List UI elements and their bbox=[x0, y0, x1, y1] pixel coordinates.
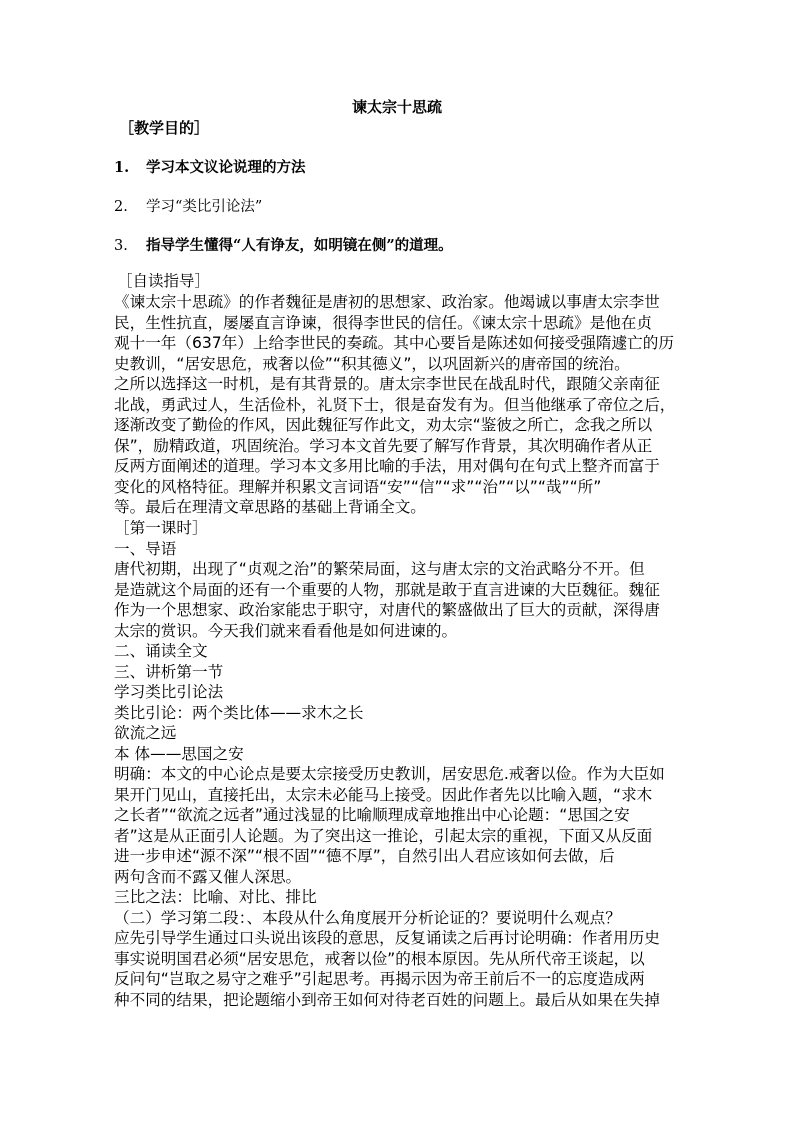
text-line: 保”，励精政道，巩固统治。学习本文首先要了解写作背景，其次明确作者从正 bbox=[114, 436, 653, 455]
goal-item bbox=[114, 158, 306, 178]
text-line: 观十一年（637年）上给李世民的奏疏。其中心要旨是陈述如何接受强隋遽亡的历 bbox=[114, 334, 674, 352]
text-line: 一、导语 bbox=[114, 539, 177, 558]
text-line: 进一步申述“源不深”“根不固”“德不厚”，自然引出人君应该如何去做，后 bbox=[114, 847, 615, 865]
goal-number: 3. bbox=[114, 238, 128, 254]
goal-number: 2. bbox=[114, 199, 128, 215]
goal-number: 1. bbox=[114, 159, 130, 176]
text-line: 事实说明国君必须“居安思危，戒奢以俭”的根本原因。先从所代帝王谈起，以 bbox=[114, 949, 645, 968]
goal-text: 学习“类比引论法” bbox=[146, 199, 263, 215]
text-line: 两句含而不露又催人深思。 bbox=[114, 867, 302, 886]
guide-paragraph bbox=[114, 292, 684, 518]
text-line: 应先引导学生通过口头说出该段的意思，反复诵读之后再讨论明确：作者用历史 bbox=[114, 929, 660, 947]
text-line: 史教训，“居安思危，戒奢以俭”“积其德义”，以巩固新兴的唐帝国的统治。 bbox=[114, 354, 630, 373]
text-line: 之所以选择这一时机，是有其背景的。唐太宗李世民在战乱时代，跟随父亲南征 bbox=[114, 375, 660, 393]
text-line: （二）学习第二段：、本段从什么角度展开分析论证的？要说明什么观点？ bbox=[114, 908, 621, 927]
text-line: 逐渐改变了勤俭的作风，因此魏征写作此文，劝太宗“鉴彼之所亡，念我之所以 bbox=[114, 416, 653, 434]
goal-text: 指导学生懂得“人有诤友，如明镜在侧”的道理。 bbox=[146, 237, 453, 254]
text-line: 太宗的赏识。今天我们就来看看他是如何进谏的。 bbox=[114, 621, 458, 640]
guide-heading: ［自读指导］ bbox=[117, 272, 211, 290]
goal-item bbox=[114, 236, 453, 256]
text-line: 欲流之远 bbox=[114, 724, 177, 742]
text-line: 北战，勇武过人，生活俭朴，礼贤下士，很是奋发有为。但当他继承了帝位之后， bbox=[114, 395, 676, 414]
text-line: 三比之法：比喻、对比、排比 bbox=[114, 888, 317, 906]
goal-text: 学习本文议论说理的方法 bbox=[146, 159, 306, 176]
goal-item bbox=[114, 197, 262, 217]
text-line: 反问句“岂取之易守之难乎”引起思考。再揭示因为帝王前后不一的忘度造成两 bbox=[114, 970, 645, 988]
text-line: 等。最后在理清文章思路的基础上背诵全文。 bbox=[114, 498, 426, 516]
text-line: 明确：本文的中心论点是要太宗接受历史教训，居安思危.戒奢以俭。作为大臣如 bbox=[114, 765, 665, 783]
text-line: 本 体——思国之安 bbox=[114, 744, 244, 763]
text-line: 作为一个思想家、政治家能忠于职守，对唐代的繁盛做出了巨大的贡献，深得唐 bbox=[114, 601, 660, 619]
lesson-heading: ［第一课时］ bbox=[114, 519, 208, 537]
text-line: 种不同的结果，把论题缩小到帝王如何对待老百姓的问题上。最后从如果在失掉 bbox=[114, 990, 660, 1009]
text-line: 之长者”“欲流之远者”通过浅显的比喻顺理成章地推出中心论题：“思国之安 bbox=[114, 806, 630, 824]
goals-heading: ［教学目的］ bbox=[119, 119, 210, 137]
text-line: 类比引论：两个类比体——求木之长 bbox=[114, 703, 364, 722]
text-line: 果开门见山，直接托出，太宗未必能马上接受。因此作者先以比喻入题，“求木 bbox=[114, 785, 653, 804]
text-line: 二、诵读全文 bbox=[114, 642, 208, 660]
page-title: 谏太宗十思疏 bbox=[351, 98, 442, 116]
text-line: 变化的风格特征。理解并积累文言词语“安”“信”“求”“治”“以”“哉”“所” bbox=[114, 477, 602, 496]
text-line: 民，生性抗直，屡屡直言诤谏，很得李世民的信任。《谏太宗十思疏》是他在贞 bbox=[114, 313, 652, 332]
text-line: 是造就这个局面的还有一个重要的人物，那就是敢于直言进谏的大臣魏征。魏征 bbox=[114, 580, 660, 599]
text-line: 反两方面阐述的道理。学习本文多用比喻的手法，用对偶句在句式上整齐而富于 bbox=[114, 457, 660, 475]
text-line: 学习类比引论法 bbox=[114, 683, 224, 701]
text-line: 者”这是从正面引人论题。为了突出这一推论，引起太宗的重视，下面又从反面 bbox=[114, 826, 653, 845]
lesson-section bbox=[114, 518, 684, 1010]
text-line: 《谏太宗十思疏》的作者魏征是唐初的思想家、政治家。他竭诚以事唐太宗李世 bbox=[114, 293, 660, 311]
text-line: 唐代初期，出现了“贞观之治”的繁荣局面，这与唐太宗的文治武略分不开。但 bbox=[114, 560, 645, 578]
text-line: 三、讲析第一节 bbox=[114, 662, 224, 681]
